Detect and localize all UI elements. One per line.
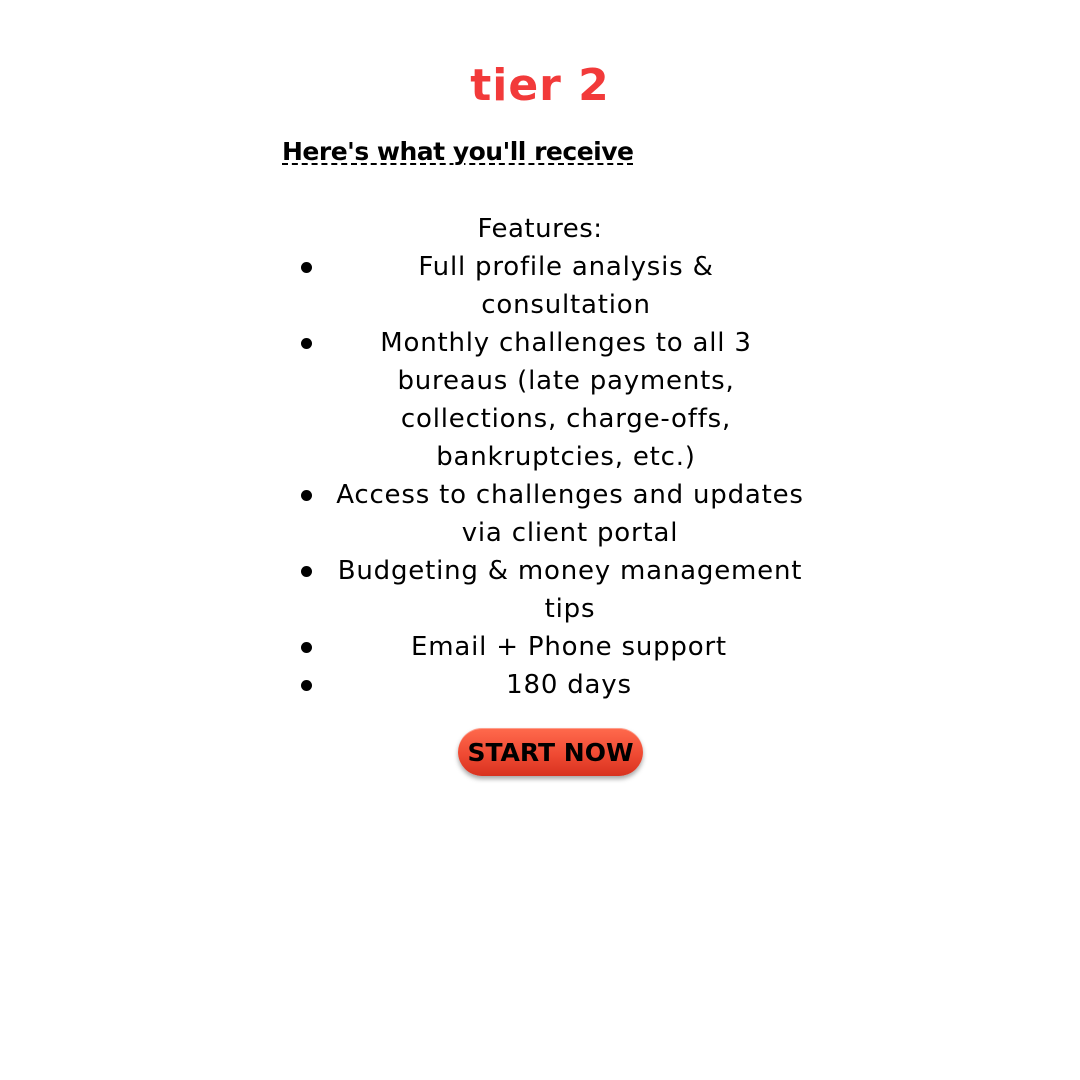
feature-item (290, 248, 810, 324)
features-label: Features: (477, 214, 603, 244)
start-now-button[interactable]: START NOW (458, 728, 643, 776)
feature-item (290, 476, 810, 552)
feature-text: Access to challenges and updates via client portal (336, 480, 804, 548)
bullet-icon (290, 552, 322, 590)
feature-text: Email + Phone support (411, 632, 727, 662)
feature-item (290, 628, 810, 666)
feature-item (290, 324, 810, 476)
feature-text: Budgeting & money management tips (337, 556, 803, 624)
feature-text: Full profile analysis & consultation (418, 252, 714, 320)
bullet-icon (290, 324, 322, 362)
tier-title: tier 2 (470, 60, 610, 111)
feature-text: Monthly challenges to all 3 bureaus (late payments, collections, charge-offs, bankruptcies, etc.) (380, 328, 752, 472)
feature-item (290, 666, 810, 704)
bullet-icon (290, 476, 322, 514)
feature-list (290, 248, 810, 704)
bullet-icon (290, 248, 322, 286)
bullet-icon (290, 666, 322, 704)
bullet-icon (290, 628, 322, 666)
section-subtitle: Here's what you'll receive (282, 137, 634, 166)
feature-item (290, 552, 810, 628)
feature-text: 180 days (506, 670, 632, 700)
